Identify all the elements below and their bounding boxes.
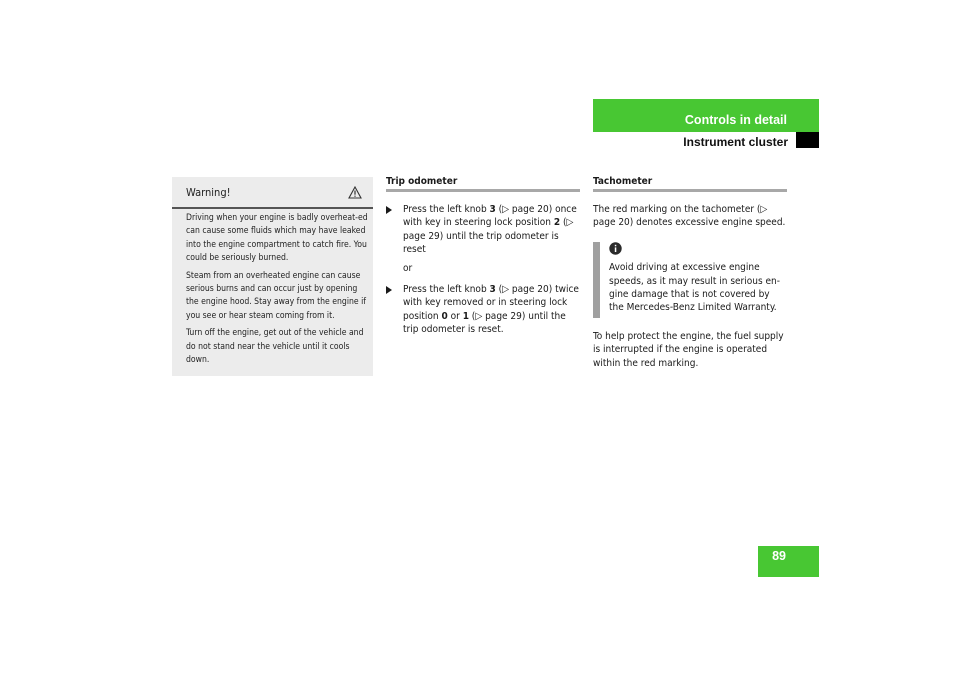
chapter-header-bar <box>593 99 819 132</box>
section-title: Instrument cluster <box>683 135 788 149</box>
info-note <box>593 242 787 315</box>
warning-paragraph: Driving when your engine is badly overheat-ed can cause some fluids which may have leaked into the engine compartment to catch fire. You could be seriously burned. <box>186 213 368 264</box>
tachometer-section <box>593 175 787 370</box>
trip-odometer-heading: Trip odometer <box>386 176 458 187</box>
section-marker <box>796 132 819 148</box>
warning-divider <box>172 207 373 209</box>
section-divider <box>593 189 787 192</box>
chapter-title: Controls in detail <box>684 113 787 127</box>
info-side-bar <box>593 242 600 318</box>
tachometer-intro: The red marking on the tachometer (▷ page 20) denotes excessive engine speed. <box>593 204 786 229</box>
warning-paragraph: Steam from an overheated engine can cause serious burns and can occur just by opening the engine hood. Stay away from the engine if you see or hear steam coming from it. <box>186 270 366 321</box>
page-number: 89 <box>772 549 786 563</box>
instruction-step: Press the left knob 3 (▷ page 20) once with key in steering lock position 2 (▷ page 29) until the trip odometer is reset <box>386 203 580 257</box>
warning-box <box>172 177 373 376</box>
bullet-arrow-icon <box>386 206 392 214</box>
info-text: Avoid driving at excessive engine speeds, as it may result in serious en-gine damage that is not covered by the Mercedes-Benz Limited Warranty. <box>609 262 780 314</box>
warning-paragraph: Turn off the engine, get out of the vehicle and do not stand near the vehicle until it cools down. <box>186 328 364 366</box>
warning-triangle-icon <box>348 184 362 203</box>
page-number-block <box>758 546 819 577</box>
section-divider <box>386 189 580 192</box>
or-separator: or <box>403 262 413 274</box>
instruction-step: Press the left knob 3 (▷ page 20) twice with key removed or in steering lock position 0 or 1 (▷ page 29) until the trip odometer is reset. <box>386 283 580 337</box>
bullet-arrow-icon <box>386 286 392 294</box>
warning-body <box>186 212 368 371</box>
trip-odometer-section <box>386 175 580 337</box>
warning-title: Warning! <box>186 186 231 199</box>
tachometer-heading: Tachometer <box>593 176 653 187</box>
info-icon <box>609 242 787 259</box>
tachometer-outro: To help protect the engine, the fuel supply is interrupted if the engine is operated within the red marking. <box>593 330 784 369</box>
